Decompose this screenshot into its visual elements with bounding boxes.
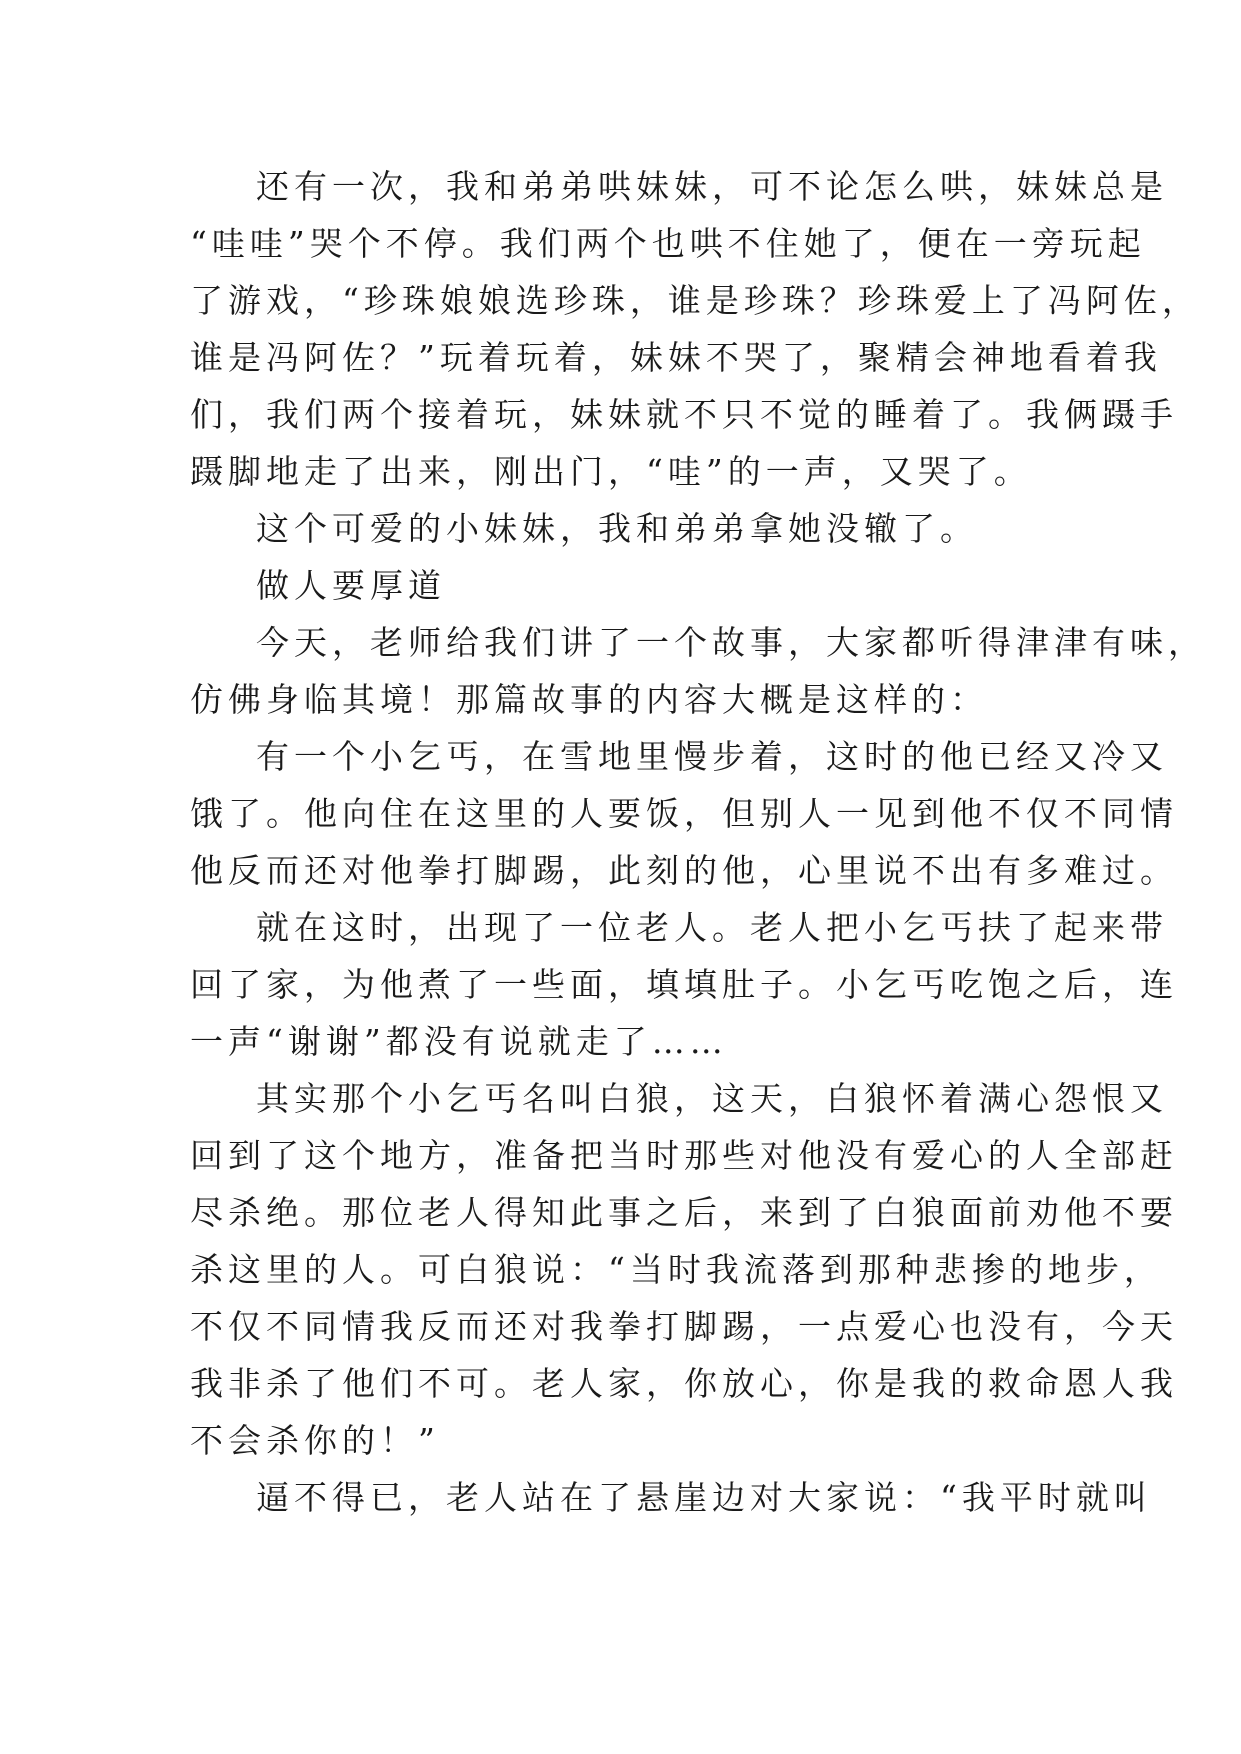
- text-line: “哇哇”哭个不停。我们两个也哄不住她了，便在一旁玩起: [190, 224, 1146, 263]
- text-line: 其实那个小乞丐名叫白狼，这天，白狼怀着满心怨恨又: [256, 1079, 1168, 1118]
- text-line: 逼不得已，老人站在了悬崖边对大家说：“我平时就叫: [256, 1478, 1152, 1517]
- text-line: 杀这里的人。可白狼说：“当时我流落到那种悲掺的地步，: [190, 1250, 1162, 1289]
- text-line: 我非杀了他们不可。老人家，你放心，你是我的救命恩人我: [190, 1364, 1178, 1403]
- text-line: 一声“谢谢”都没有说就走了……: [190, 1022, 728, 1061]
- text-line: 这个可爱的小妹妹，我和弟弟拿她没辙了。: [256, 509, 978, 548]
- text-line: 回到了这个地方，准备把当时那些对他没有爱心的人全部赶: [190, 1136, 1178, 1175]
- text-line: 就在这时，出现了一位老人。老人把小乞丐扶了起来带: [256, 908, 1168, 947]
- text-line: 回了家，为他煮了一些面，填填肚子。小乞丐吃饱之后，连: [190, 965, 1178, 1004]
- body-text: [190, 158, 1206, 1526]
- text-line: 他反而还对他拳打脚踢，此刻的他，心里说不出有多难过。: [190, 851, 1178, 890]
- text-line: 做人要厚道: [256, 566, 446, 605]
- text-line: 了游戏，“珍珠娘娘选珍珠，谁是珍珠？珍珠爱上了冯阿佐，: [190, 281, 1200, 320]
- text-line: 不仅不同情我反而还对我拳打脚踢，一点爱心也没有，今天: [190, 1307, 1178, 1346]
- text-line: 蹑脚地走了出来，刚出门，“哇”的一声，又哭了。: [190, 452, 1032, 491]
- text-line: 们，我们两个接着玩，妹妹就不只不觉的睡着了。我俩蹑手: [190, 395, 1178, 434]
- text-line: 饿了。他向住在这里的人要饭，但别人一见到他不仅不同情: [190, 794, 1178, 833]
- text-line: 还有一次，我和弟弟哄妹妹，可不论怎么哄，妹妹总是: [256, 167, 1168, 206]
- text-line: 今天，老师给我们讲了一个故事，大家都听得津津有味，: [256, 623, 1206, 662]
- text-line: 不会杀你的！”: [190, 1421, 440, 1460]
- text-line: 尽杀绝。那位老人得知此事之后，来到了白狼面前劝他不要: [190, 1193, 1178, 1232]
- text-line: 谁是冯阿佐？”玩着玩着，妹妹不哭了，聚精会神地看着我: [190, 338, 1162, 377]
- text-line: 仿佛身临其境！那篇故事的内容大概是这样的：: [190, 680, 988, 719]
- text-line: 有一个小乞丐，在雪地里慢步着，这时的他已经又冷又: [256, 737, 1168, 776]
